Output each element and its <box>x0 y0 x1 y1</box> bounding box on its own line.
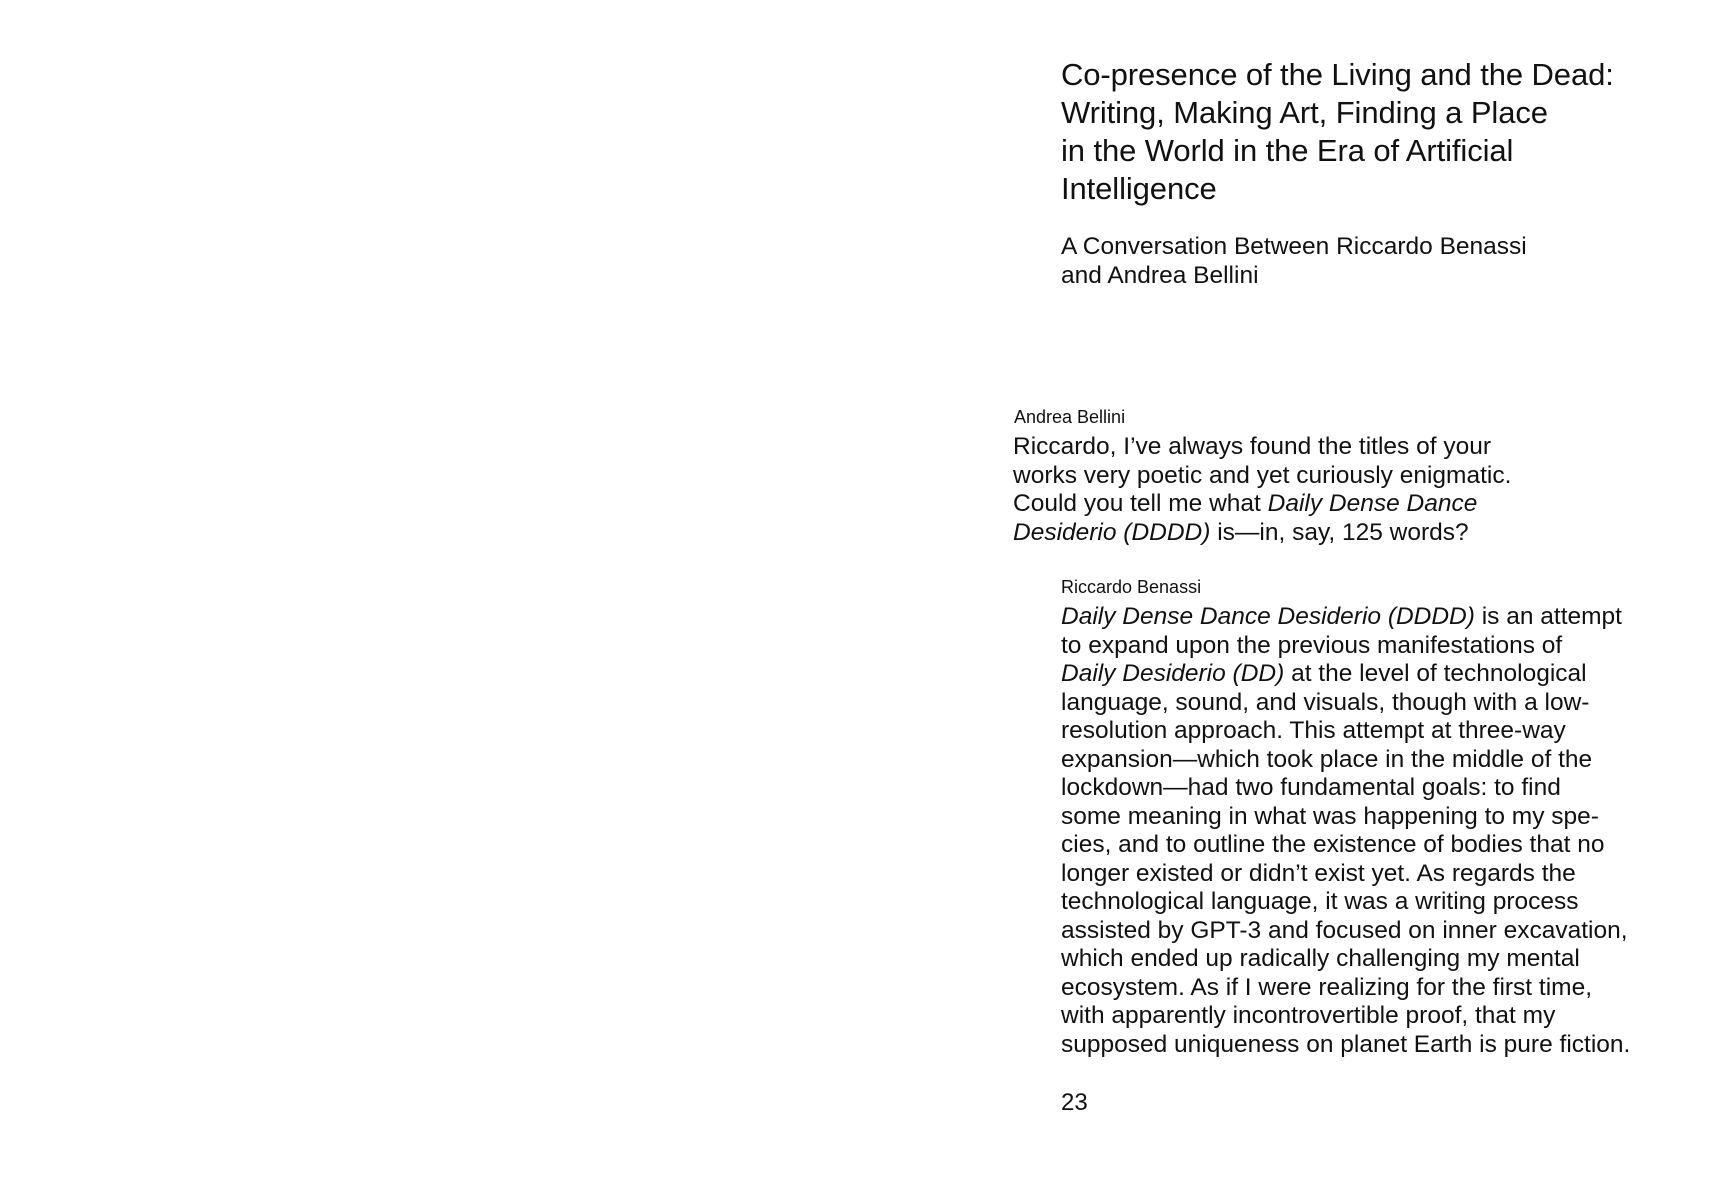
work-title-italic: Daily Desiderio (DD) <box>1061 660 1285 687</box>
answer-line: resolution approach. This attempt at three-way <box>1061 717 1566 744</box>
speaker-name-riccardo-benassi: Riccardo Benassi <box>1061 577 1202 597</box>
answer-line: supposed uniqueness on planet Earth is pure fiction. <box>1061 1030 1631 1058</box>
title-line: Writing, Making Art, Finding a Place <box>1061 95 1548 130</box>
answer-line <box>1061 660 1630 689</box>
work-title-italic: Daily Dense Dance Desiderio (DDDD) <box>1061 603 1475 630</box>
question-line <box>1013 490 1511 519</box>
answer-line: cies, and to outline the existence of bodies that no <box>1061 831 1605 858</box>
answer-line: to expand upon the previous manifestations of <box>1061 631 1563 659</box>
title-line: Co-presence of the Living and the Dead: <box>1061 57 1614 92</box>
question-line: Riccardo, I’ve always found the titles of your <box>1013 433 1491 460</box>
answer-text: is an attempt <box>1474 603 1622 630</box>
answer-line: some meaning in what was happening to my spe- <box>1061 802 1599 830</box>
subtitle-line: A Conversation Between Riccardo Benassi <box>1061 233 1527 260</box>
subtitle-line: and Andrea Bellini <box>1061 262 1259 289</box>
answer-line: longer existed or didn’t exist yet. As regards the <box>1061 859 1576 887</box>
question-line <box>1013 519 1511 548</box>
title-line: in the World in the Era of Artificial <box>1061 133 1514 168</box>
article-subtitle <box>1061 232 1527 290</box>
answer-line: which ended up radically challenging my mental <box>1061 945 1580 972</box>
article-title <box>1061 56 1701 208</box>
work-title-italic: Daily Dense Dance <box>1267 490 1478 517</box>
answer-line: expansion—which took place in the middle of the <box>1061 745 1593 773</box>
question-paragraph <box>1013 433 1511 547</box>
answer-text: at the level of technological <box>1284 660 1587 687</box>
speaker-name-andrea-bellini: Andrea Bellini <box>1014 407 1126 427</box>
page-number: 23 <box>1061 1089 1088 1116</box>
question-line: works very poetic and yet curiously enigmatic. <box>1013 461 1512 489</box>
answer-line: lockdown—had two fundamental goals: to find <box>1061 774 1561 801</box>
answer-paragraph <box>1061 603 1630 1059</box>
title-line: Intelligence <box>1061 171 1217 206</box>
answer-line: ecosystem. As if I were realizing for the first time, <box>1061 973 1593 1001</box>
answer-line: technological language, it was a writing process <box>1061 888 1579 915</box>
answer-line: assisted by GPT-3 and focused on inner excavation, <box>1061 916 1628 944</box>
answer-line: language, sound, and visuals, though with a low- <box>1061 688 1590 716</box>
question-text: Could you tell me what <box>1013 490 1268 517</box>
answer-line: with apparently incontrovertible proof, that my <box>1061 1002 1556 1029</box>
question-text: is—in, say, 125 words? <box>1210 518 1469 546</box>
work-title-italic: Desiderio (DDDD) <box>1013 518 1211 546</box>
answer-line <box>1061 603 1630 632</box>
